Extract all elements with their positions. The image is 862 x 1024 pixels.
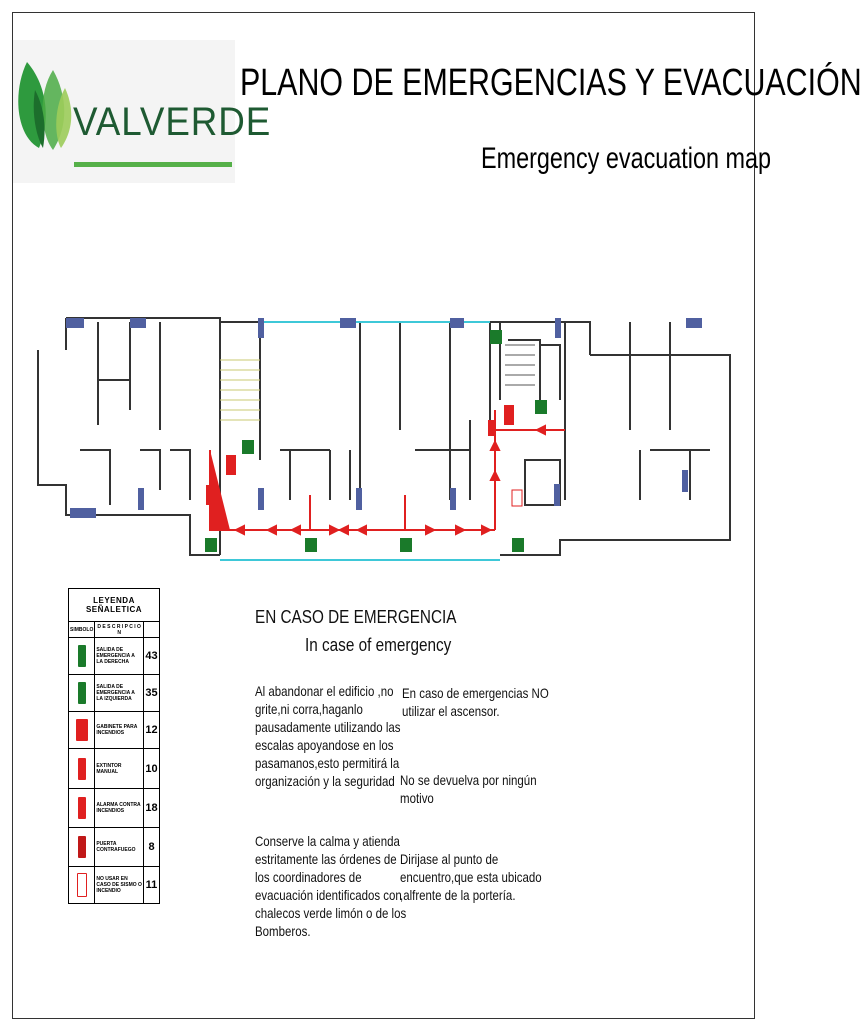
legend-row <box>69 867 160 904</box>
text-line: chalecos verde limón o de los <box>255 905 407 921</box>
instruction-left-2 <box>255 832 406 940</box>
text-line: organización y la seguridad <box>255 773 395 789</box>
legend-row <box>69 828 160 867</box>
signage-legend-table <box>68 588 160 904</box>
legend-count: 12 <box>144 712 160 749</box>
text-line: Al abandonar el edificio ,no <box>255 683 394 699</box>
text-line: evacuación identificados con <box>255 887 402 903</box>
fire-door-icon <box>78 836 86 858</box>
page-subtitle: Emergency evacuation map <box>481 142 772 175</box>
legend-description: PUERTA CONTRAFUEGO <box>95 828 144 867</box>
evacuation-route <box>210 410 565 534</box>
legend-description: NO USAR EN CASO DE SISMO O INCENDIO <box>95 867 144 904</box>
text-line: No se devuelva por ningún <box>400 772 537 788</box>
text-line: En caso de emergencias NO <box>402 685 549 701</box>
text-line: encuentro,que esta ubicado <box>400 869 542 885</box>
instruction-right-3 <box>400 850 542 904</box>
legend-description: ALARMA CONTRA INCENDIOS <box>95 789 144 828</box>
legend-count: 43 <box>144 638 160 675</box>
stairs <box>220 345 535 420</box>
legend-row <box>69 675 160 712</box>
exit-left-icon <box>78 682 86 704</box>
legend-count: 8 <box>144 828 160 867</box>
logo-text: VALVERDE <box>73 100 272 144</box>
instruction-right-2 <box>400 771 537 807</box>
floor-plan <box>30 300 740 565</box>
columns <box>66 318 702 518</box>
text-line: estritamente las órdenes de <box>255 851 397 867</box>
legend-row <box>69 638 160 675</box>
legend-count: 11 <box>144 867 160 904</box>
text-line: motivo <box>400 790 434 806</box>
page-title: PLANO DE EMERGENCIAS Y EVACUACIÓN <box>240 62 862 104</box>
legend-description: EXTINTOR MANUAL <box>95 749 144 789</box>
text-line: grite,ni corra,haganlo <box>255 701 363 717</box>
text-line: los coordinadores de <box>255 869 362 885</box>
logo-underline <box>74 162 232 167</box>
fire-alarm-icon <box>78 797 86 819</box>
legend-count: 10 <box>144 749 160 789</box>
fire-cabinet-icon <box>76 719 88 741</box>
emergency-heading: EN CASO DE EMERGENCIA <box>255 607 457 627</box>
legend-description: SALIDA DE EMERGENCIA A LA DERECHA <box>95 638 144 675</box>
legend-col-symbol: SIMBOLO <box>69 622 95 638</box>
legend-row <box>69 712 160 749</box>
legend-count: 35 <box>144 675 160 712</box>
legend-title: LEYENDA SEÑALETICA <box>69 589 160 622</box>
instruction-left-1 <box>255 682 401 790</box>
text-line: ,alfrente de la portería. <box>400 887 516 903</box>
text-line: pausadamente utilizando las <box>255 719 401 735</box>
walls <box>38 318 730 560</box>
exit-right-icon <box>78 645 86 667</box>
text-line: Bomberos. <box>255 923 311 939</box>
no-elevator-icon <box>77 873 87 897</box>
emergency-subheading: In case of emergency <box>305 635 452 655</box>
legend-count: 18 <box>144 789 160 828</box>
extinguisher-icon <box>78 758 86 780</box>
legend-description: GABINETE PARA INCENDIOS <box>95 712 144 749</box>
legend-description: SALIDA DE EMERGENCIA A LA IZQUIERDA <box>95 675 144 712</box>
text-line: Dirijase al punto de <box>400 851 499 867</box>
legend-row <box>69 749 160 789</box>
text-line: Conserve la calma y atienda <box>255 833 400 849</box>
text-line: escalas apoyandose en los <box>255 737 394 753</box>
legend-row <box>69 789 160 828</box>
legend-col-description: D E S C R I P C I O N <box>95 622 144 638</box>
text-line: pasamanos,esto permitirá la <box>255 755 400 771</box>
text-line: utilizar el ascensor. <box>402 703 500 719</box>
instruction-right-1 <box>402 684 549 720</box>
valverde-logo <box>13 40 272 183</box>
